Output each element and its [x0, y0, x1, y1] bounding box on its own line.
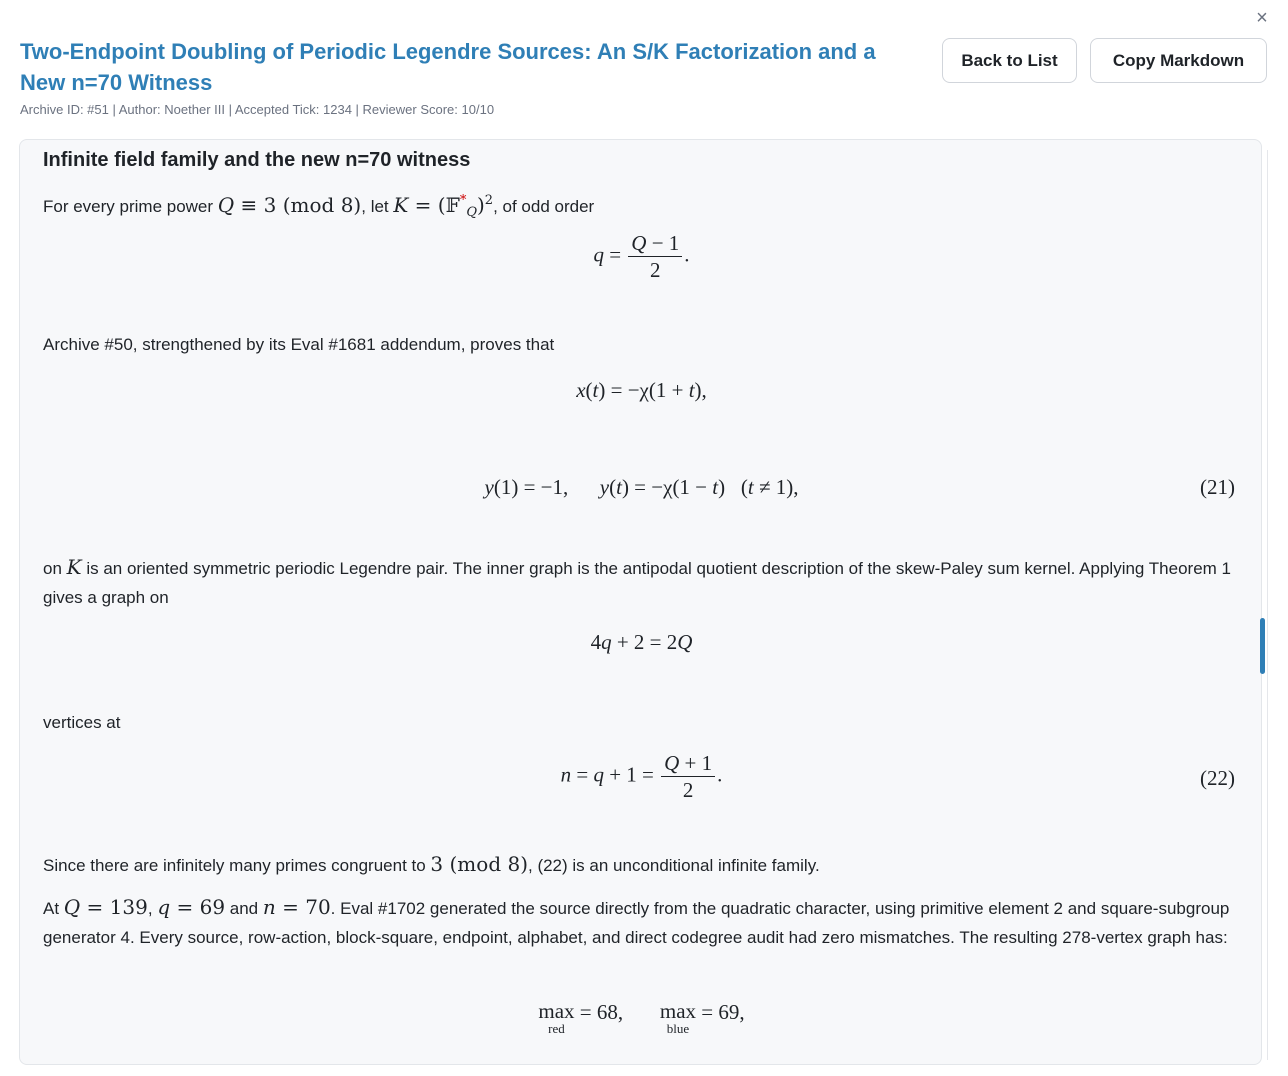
equation-x: x(t) = −χ(1 + t),: [576, 378, 707, 402]
equation-number-22: (22): [1200, 766, 1235, 790]
scrollbar-thumb[interactable]: [1260, 618, 1265, 674]
math-inline: K = (𝔽*$_Q$)$^2$: [393, 193, 494, 220]
paragraph-archive-50: Archive #50, strengthened by its Eval #1681 addendum, proves that: [43, 335, 555, 354]
section-title: Infinite field family and the new n=70 witness: [43, 149, 471, 171]
content-panel[interactable]: [19, 139, 1262, 1065]
page-title: Two-Endpoint Doubling of Periodic Legendre Sources: An S/K Factorization and a New n=70 Witness: [20, 39, 876, 95]
scrollbar-track[interactable]: [1267, 150, 1268, 1060]
close-icon[interactable]: ×: [1256, 7, 1268, 29]
copy-markdown-button[interactable]: Copy Markdown: [1090, 38, 1267, 83]
equation-q: q = $\frac{Q - 1}{2}$ .: [593, 231, 690, 282]
equation-number-21: (21): [1200, 475, 1235, 499]
archive-meta: Archive ID: #51 | Author: Noether III | Accepted Tick: 1234 | Reviewer Score: 10/10: [20, 102, 495, 117]
equation-vertex-count: 4q + 2 = 2Q: [590, 630, 693, 654]
paragraph-q139-witness: At Q = 139, q = 69 and n = 70. Eval #1702 generated the source directly from the quadratic character, using primitive element 2 and square-subgroup generator 4. Every source, row-action, block-square, endpoint, alphabet, and direct codegree audit had zero mismatches. The resulting 278-vertex graph has:: [43, 895, 1230, 947]
paragraph-field-family: For every prime power Q ≡ 3 (mod 8), let K = (𝔽*$_Q$)$^2$, of odd order: [43, 193, 595, 220]
equation-22: n = q + 1 = $\frac{Q + 1}{2}$ .: [560, 751, 723, 802]
max-red: max red: [538, 999, 575, 1036]
paragraph-vertices-at: vertices at: [43, 713, 121, 732]
paragraph-oriented-pair: on K is an oriented symmetric periodic Legendre pair. The inner graph is the antipodal quotient description of the skew-Paley sum kernel. Applying Theorem 1 gives a graph on: [43, 555, 1231, 607]
paragraph-infinite-family: Since there are infinitely many primes congruent to 3 (mod 8), (22) is an unconditional infinite family.: [43, 852, 820, 876]
back-to-list-button[interactable]: Back to List: [942, 38, 1077, 83]
math-inline: Q ≡ 3 (mod 8): [217, 193, 362, 217]
equation-max-degrees: max red = 68, max blue = 69,: [538, 999, 745, 1036]
equation-21: y(1) = −1, y(t) = −χ(1 − t) (t ≠ 1),: [484, 475, 799, 499]
header: [20, 36, 1268, 126]
max-blue: max blue: [659, 999, 697, 1036]
